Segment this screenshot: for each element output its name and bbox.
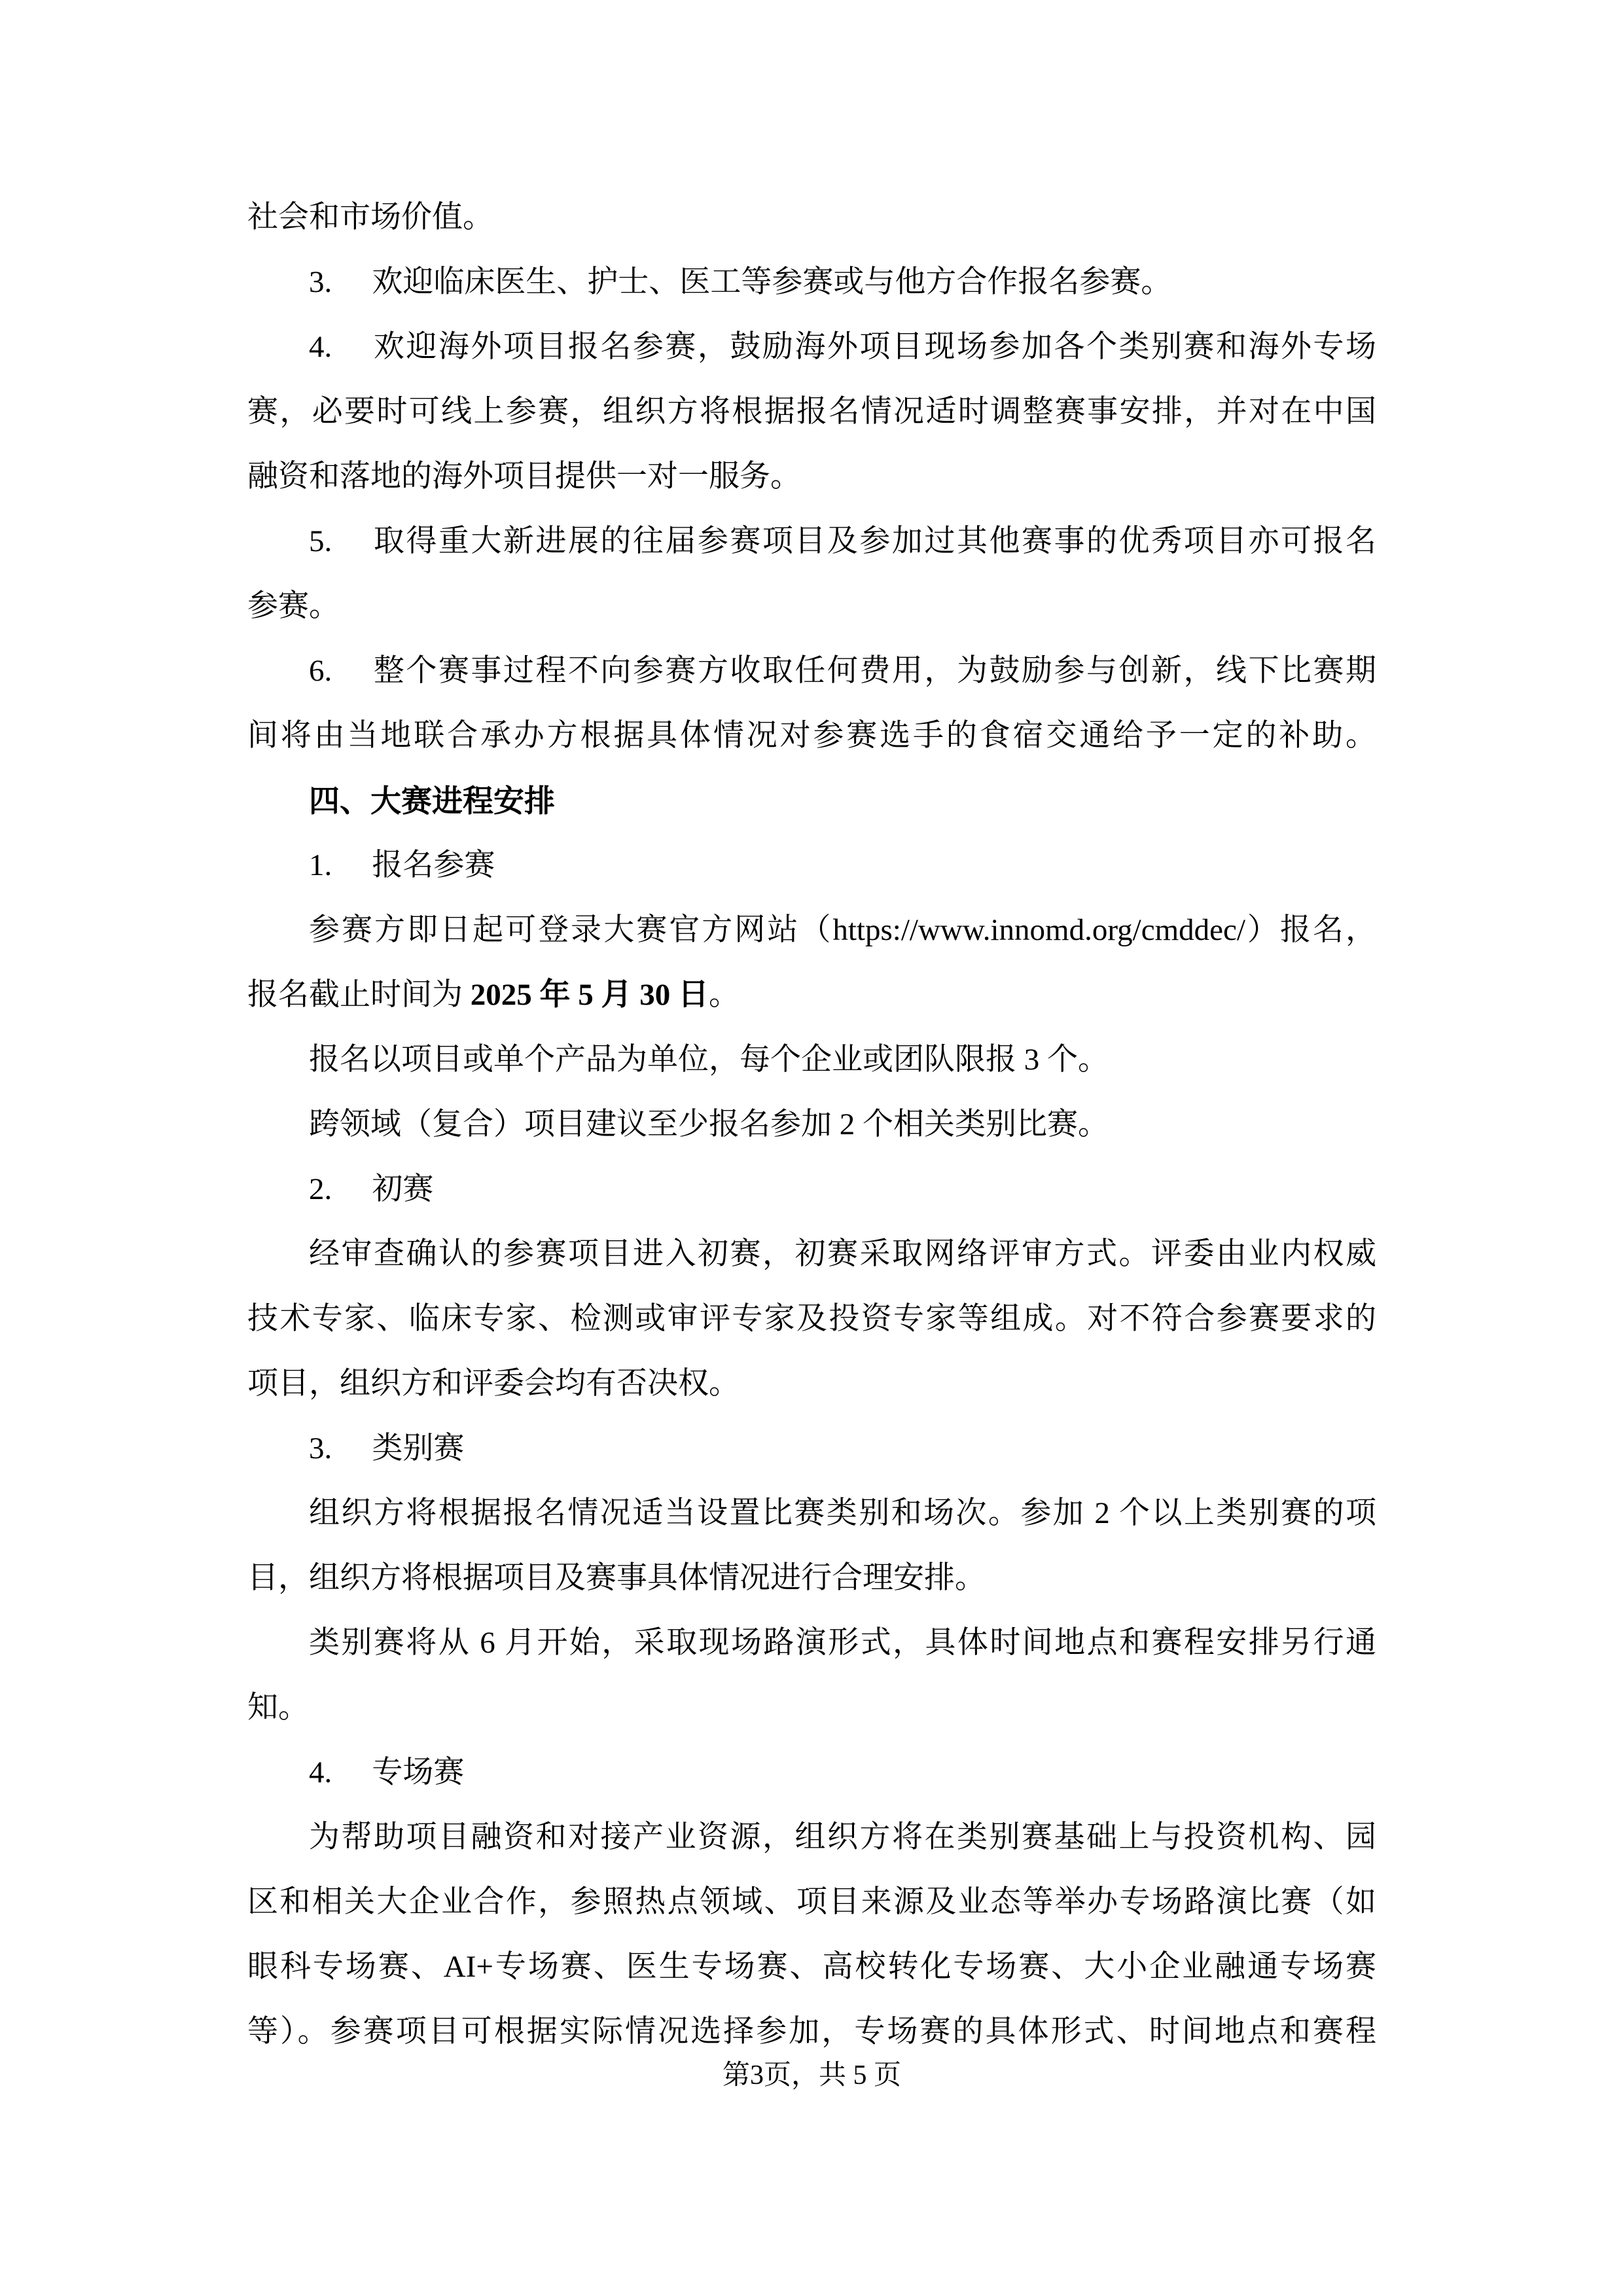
- text-line: [247, 185, 1376, 250]
- text-line: [247, 1805, 1376, 1870]
- text-line: [247, 704, 1376, 768]
- list-item-3: [247, 250, 1376, 315]
- list-item-5: [247, 509, 1376, 574]
- text-line: [247, 444, 1376, 509]
- text-run: 知。: [247, 1691, 309, 1725]
- text-run: 欢迎海外项目报名参赛，鼓励海外项目现场参加各个类别赛和海外专场: [372, 330, 1376, 364]
- document-body: [247, 185, 1376, 2064]
- text-run: 报名以项目或单个产品为单位，每个企业或团队限报 3 个。: [309, 1043, 1109, 1077]
- page-footer: [247, 2060, 1376, 2090]
- text-run: 间将由当地联合承办方根据具体情况对参赛选手的食宿交通给予一定的补助。: [247, 719, 1376, 753]
- text-run: 为帮助项目融资和对接产业资源，组织方将在类别赛基础上与投资机构、园: [309, 1820, 1376, 1854]
- list-number: 4.: [309, 330, 332, 364]
- text-line: [247, 1870, 1376, 1935]
- text-run: 眼科专场赛、AI+专场赛、医生专场赛、高校转化专场赛、大小企业融通专场赛: [247, 1950, 1376, 1984]
- text-run: 整个赛事过程不向参赛方收取任何费用，为鼓励参与创新，线下比赛期: [372, 654, 1376, 688]
- list-number: 3.: [309, 1431, 332, 1465]
- text-line: [247, 1352, 1376, 1416]
- text-line: [247, 1481, 1376, 1546]
- sub-item-1-title: [247, 833, 1376, 898]
- text-run: 报名截止时间为: [247, 978, 471, 1012]
- text-line: [247, 1546, 1376, 1611]
- text-line: [247, 1287, 1376, 1352]
- list-number: 2.: [309, 1172, 332, 1206]
- sub-item-4-title: [247, 1740, 1376, 1805]
- registration-url-line: [247, 898, 1376, 963]
- text-run: 初赛: [372, 1172, 434, 1206]
- text-line: [247, 1611, 1376, 1676]
- section-heading: [247, 768, 1376, 833]
- text-line: [247, 1028, 1376, 1092]
- text-run: 类别赛将从 6 月开始，采取现场路演形式，具体时间地点和赛程安排另行通: [309, 1626, 1376, 1660]
- list-item-4: [247, 315, 1376, 380]
- text-line: [247, 1935, 1376, 2000]
- deadline-line: [247, 963, 1376, 1028]
- text-run: 报名参赛: [372, 848, 495, 882]
- text-run: 参赛方即日起可登录大赛官方网站（https://www.innomd.org/cmddec/）报名，: [309, 913, 1376, 947]
- text-line: [247, 2000, 1376, 2064]
- text-run: 参赛。: [247, 589, 340, 623]
- bold-text: 2025 年 5 月 30 日: [470, 978, 709, 1012]
- text-run: 等）。参赛项目可根据实际情况选择参加，专场赛的具体形式、时间地点和赛程: [247, 2015, 1376, 2049]
- list-item-6: [247, 639, 1376, 704]
- text-line: [247, 380, 1376, 444]
- text-run: 类别赛: [372, 1431, 465, 1465]
- text-run: 跨领域（复合）项目建议至少报名参加 2 个相关类别比赛。: [309, 1107, 1109, 1141]
- text-line: [247, 1222, 1376, 1287]
- sub-item-2-title: [247, 1157, 1376, 1222]
- text-line: [247, 1676, 1376, 1740]
- text-run: 取得重大新进展的往届参赛项目及参加过其他赛事的优秀项目亦可报名: [372, 524, 1376, 558]
- text-run: 目，组织方将根据项目及赛事具体情况进行合理安排。: [247, 1561, 986, 1595]
- text-run: 。: [709, 978, 740, 1012]
- text-run: 组织方将根据报名情况适当设置比赛类别和场次。参加 2 个以上类别赛的项: [309, 1496, 1376, 1530]
- text-run: 区和相关大企业合作，参照热点领域、项目来源及业态等举办专场路演比赛（如: [247, 1885, 1376, 1919]
- list-number: 5.: [309, 524, 332, 558]
- text-run: 经审查确认的参赛项目进入初赛，初赛采取网络评审方式。评委由业内权威: [309, 1237, 1376, 1271]
- text-run: 社会和市场价值。: [247, 200, 493, 234]
- list-number: 6.: [309, 654, 332, 688]
- text-run: 四、大赛进程安排: [309, 783, 555, 818]
- text-run: 专场赛: [372, 1755, 465, 1789]
- text-line: [247, 1092, 1376, 1157]
- text-run: 赛，必要时可线上参赛，组织方将根据报名情况适时调整赛事安排，并对在中国: [247, 395, 1376, 429]
- page-number: 第3页，共 5 页: [722, 2060, 901, 2090]
- text-run: 项目，组织方和评委会均有否决权。: [247, 1367, 740, 1401]
- list-number: 3.: [309, 265, 332, 299]
- text-line: [247, 574, 1376, 639]
- list-number: 4.: [309, 1755, 332, 1789]
- text-run: 融资和落地的海外项目提供一对一服务。: [247, 459, 801, 493]
- list-number: 1.: [309, 848, 332, 882]
- text-run: 技术专家、临床专家、检测或审评专家及投资专家等组成。对不符合参赛要求的: [247, 1302, 1376, 1336]
- sub-item-3-title: [247, 1416, 1376, 1481]
- text-run: 欢迎临床医生、护士、医工等参赛或与他方合作报名参赛。: [372, 265, 1172, 299]
